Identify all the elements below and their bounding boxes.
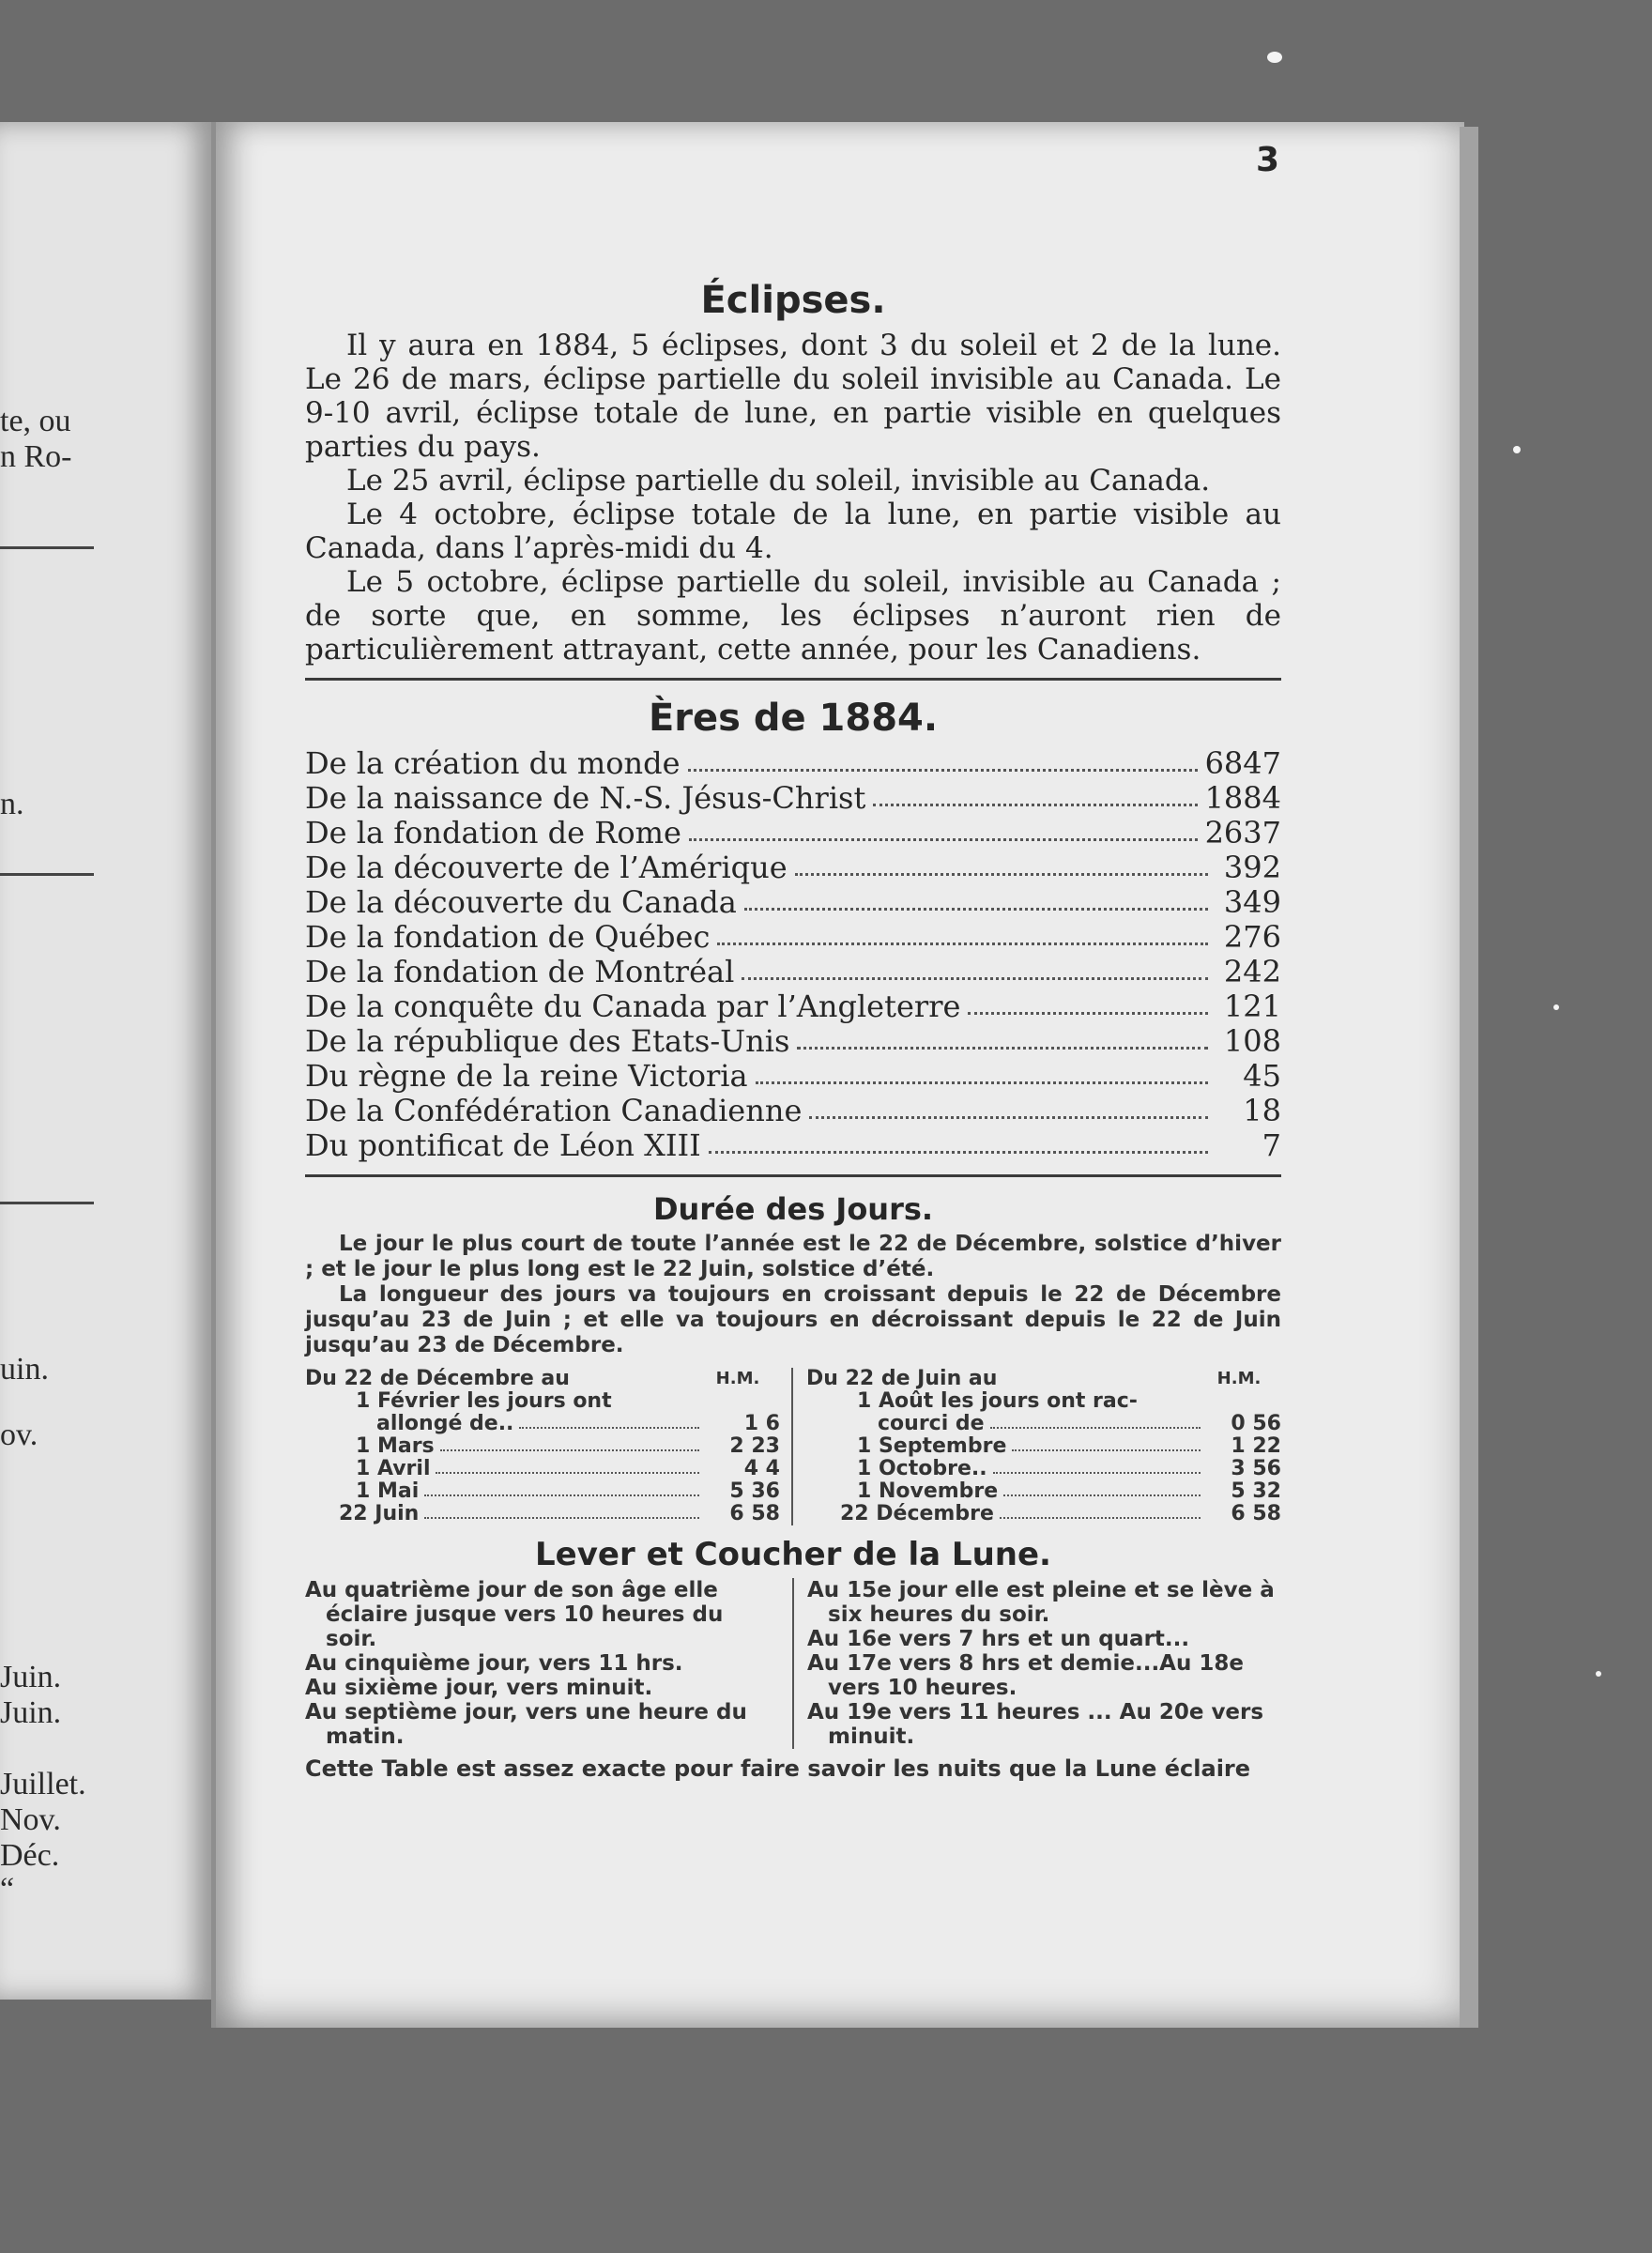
- eres-table: [305, 746, 1281, 1163]
- eres-row: [305, 920, 1281, 955]
- dot-leader: [1000, 1503, 1201, 1519]
- left-fragment: n Ro-: [0, 439, 72, 474]
- eres-row: [305, 989, 1281, 1024]
- duree-row: [305, 1413, 780, 1435]
- dot-leader: [742, 955, 1208, 980]
- dot-leader: [809, 1094, 1208, 1119]
- eres-label: De la fondation de Montréal: [305, 954, 735, 989]
- duree-row: [305, 1435, 780, 1458]
- duree-value: 2 23: [729, 1434, 780, 1458]
- lune-entry: Au cinquième jour, vers 11 hrs.: [305, 1651, 683, 1676]
- left-fragment: Nov.: [0, 1802, 61, 1837]
- eres-value: 45: [1243, 1058, 1281, 1094]
- dot-leader: [436, 1458, 699, 1474]
- duree-label: 1 Octobre..: [857, 1457, 987, 1480]
- column-note: 1 Août les jours ont rac-: [857, 1389, 1138, 1413]
- left-rule: [0, 1202, 94, 1204]
- eclipses-paragraph: Il y aura en 1884, 5 éclipses, dont 3 du soleil et 2 de la lune. Le 26 de mars, éclipse partielle du soleil invisible au Canada. Le 9-10 avril, éclipse totale de lune, en partie visible en quelques parties du pays.: [305, 329, 1281, 464]
- duree-value: 5 32: [1231, 1479, 1281, 1503]
- duree-row: [806, 1435, 1281, 1458]
- duree-row: [806, 1458, 1281, 1480]
- duree-label: allongé de..: [376, 1412, 514, 1435]
- eres-value: 6847: [1204, 745, 1281, 781]
- eres-row: [305, 955, 1281, 989]
- duree-value: 0 56: [1231, 1412, 1281, 1435]
- duree-row: [305, 1503, 780, 1525]
- column-header: [806, 1368, 1281, 1390]
- lune-right-column: [794, 1578, 1281, 1749]
- duree-label: 1 Mai: [356, 1479, 420, 1503]
- eres-row: [305, 851, 1281, 885]
- duree-value: 3 56: [1231, 1457, 1281, 1480]
- eres-label: Du règne de la reine Victoria: [305, 1058, 748, 1094]
- column-heading: Du 22 de Juin au: [806, 1367, 998, 1390]
- left-fragment: n.: [0, 787, 24, 821]
- eres-value: 121: [1223, 989, 1281, 1024]
- duree-value: 6 58: [729, 1502, 780, 1525]
- eres-label: Du pontificat de Léon XIII: [305, 1127, 701, 1163]
- eres-title: Ères de 1884.: [648, 697, 939, 740]
- column-heading: Du 22 de Décembre au: [305, 1367, 570, 1390]
- eclipses-title: Éclipses.: [700, 279, 886, 322]
- duree-right-column: [793, 1368, 1281, 1525]
- eres-label: De la découverte de l’Amérique: [305, 850, 788, 885]
- left-fragment: Juillet.: [0, 1767, 86, 1801]
- eres-row: [305, 781, 1281, 816]
- dot-leader: [689, 816, 1198, 841]
- left-rule: [0, 873, 94, 876]
- duree-value: 4 4: [743, 1457, 780, 1480]
- duree-label: 1 Mars: [356, 1434, 435, 1458]
- dot-leader: [440, 1435, 699, 1451]
- eclipses-paragraph: Le 5 octobre, éclipse partielle du soleil, invisible au Canada ; de sorte que, en somme, les éclipses n’auront rien de particulièrement attrayant, cette année, pour les Canadiens.: [305, 565, 1281, 667]
- duree-label: 1 Septembre: [857, 1434, 1007, 1458]
- eres-row: [305, 885, 1281, 920]
- column-note: 1 Février les jours ont: [356, 1389, 612, 1413]
- eres-value: 7: [1262, 1127, 1281, 1163]
- duree-table: [305, 1368, 1281, 1525]
- dot-leader: [1003, 1480, 1201, 1496]
- hm-label: H.M.: [715, 1369, 760, 1388]
- eres-label: De la Confédération Canadienne: [305, 1093, 803, 1128]
- duree-row: [806, 1480, 1281, 1503]
- dot-leader: [797, 1024, 1208, 1050]
- lune-table: [305, 1578, 1281, 1749]
- section-divider: [305, 678, 1281, 681]
- dot-leader: [709, 1128, 1208, 1154]
- dot-leader: [795, 851, 1208, 876]
- eres-label: De la naissance de N.-S. Jésus-Christ: [305, 780, 866, 816]
- eres-label: De la conquête du Canada par l’Angleterre: [305, 989, 961, 1024]
- eres-label: De la découverte du Canada: [305, 884, 737, 920]
- dust-speck: [1513, 446, 1521, 453]
- duree-row: [806, 1503, 1281, 1525]
- lune-entry: Au 15e jour elle est pleine et se lève à six heures du soir.: [807, 1578, 1275, 1627]
- dot-leader: [873, 781, 1197, 806]
- dot-leader: [968, 989, 1208, 1015]
- eclipses-paragraph: Le 25 avril, éclipse partielle du soleil, invisible au Canada.: [346, 464, 1211, 498]
- left-page: [0, 122, 211, 2000]
- eres-value: 392: [1223, 850, 1281, 885]
- dot-leader: [744, 885, 1208, 911]
- lune-entry: Au 16e vers 7 hrs et un quart...: [807, 1627, 1190, 1651]
- left-rule: [0, 546, 94, 549]
- lune-title: Lever et Coucher de la Lune.: [535, 1536, 1051, 1573]
- duree-paragraph: Le jour le plus court de toute l’année est le 22 de Décembre, solstice d’hiver ; et le jour le plus long est le 22 Juin, solstice d’été.: [305, 1232, 1281, 1281]
- eres-value: 276: [1223, 919, 1281, 955]
- duree-title: Durée des Jours.: [652, 1191, 934, 1227]
- eclipses-paragraph: Le 4 octobre, éclipse totale de la lune, en partie visible au Canada, dans l’après-midi du 4.: [305, 498, 1281, 565]
- duree-value: 1 22: [1231, 1434, 1281, 1458]
- eres-value: 1884: [1204, 780, 1281, 816]
- eres-label: De la république des Etats-Unis: [305, 1023, 790, 1059]
- eres-row: [305, 1059, 1281, 1094]
- lune-entry: Au 17e vers 8 hrs et demie...Au 18e vers 10 heures.: [807, 1651, 1244, 1700]
- lune-entry: Au septième jour, vers une heure du matin.: [305, 1700, 747, 1749]
- eres-row: [305, 1024, 1281, 1059]
- eres-row: [305, 1094, 1281, 1128]
- page-edge: [1460, 127, 1478, 2028]
- lune-entry: Au 19e vers 11 heures ... Au 20e vers minuit.: [807, 1700, 1264, 1749]
- lune-left-column: [305, 1578, 794, 1749]
- duree-label: 22 Décembre: [840, 1502, 994, 1525]
- duree-value: 6 58: [1231, 1502, 1281, 1525]
- eres-value: 108: [1223, 1023, 1281, 1059]
- eres-value: 242: [1223, 954, 1281, 989]
- lune-footer: Cette Table est assez exacte pour faire savoir les nuits que la Lune éclaire: [305, 1755, 1251, 1782]
- eres-label: De la fondation de Rome: [305, 815, 681, 851]
- dust-speck: [1596, 1671, 1601, 1677]
- left-fragment: Déc.: [0, 1838, 60, 1873]
- eres-value: 349: [1223, 884, 1281, 920]
- left-fragment: Juin.: [0, 1695, 62, 1730]
- duree-left-column: [305, 1368, 793, 1525]
- duree-label: courci de: [878, 1412, 985, 1435]
- page-content: [305, 272, 1281, 1783]
- dot-leader: [993, 1458, 1201, 1474]
- dot-leader: [756, 1059, 1208, 1084]
- eres-label: De la création du monde: [305, 745, 681, 781]
- lune-entry: Au sixième jour, vers minuit.: [305, 1676, 653, 1700]
- column-header: [305, 1368, 780, 1390]
- left-fragment: “: [0, 1872, 15, 1907]
- left-fragment: ov.: [0, 1418, 38, 1452]
- duree-row: [305, 1458, 780, 1480]
- dot-leader: [688, 746, 1198, 772]
- dot-leader: [717, 920, 1208, 945]
- left-fragment: te, ou: [0, 404, 71, 438]
- duree-value: 5 36: [729, 1479, 780, 1503]
- dust-speck: [1553, 1004, 1559, 1010]
- eres-value: 18: [1243, 1093, 1281, 1128]
- hm-label: H.M.: [1216, 1369, 1262, 1388]
- duree-row: [305, 1480, 780, 1503]
- page-number: 3: [1256, 141, 1280, 179]
- left-fragment: Juin.: [0, 1660, 62, 1694]
- dot-leader: [1012, 1435, 1201, 1451]
- eres-row: [305, 816, 1281, 851]
- dust-speck: [1267, 52, 1282, 63]
- dot-leader: [519, 1413, 699, 1429]
- dot-leader: [990, 1413, 1201, 1429]
- eres-value: 2637: [1204, 815, 1281, 851]
- dot-leader: [424, 1503, 699, 1519]
- lune-entry: Au quatrième jour de son âge elle éclaire jusque vers 10 heures du soir.: [305, 1578, 724, 1651]
- duree-row: [806, 1413, 1281, 1435]
- duree-paragraph: La longueur des jours va toujours en croissant depuis le 22 de Décembre jusqu’au 23 de Juin ; et elle va toujours en décroissant depuis le 22 de Juin jusqu’au 23 de Décembre.: [305, 1282, 1281, 1357]
- duree-value: 1 6: [743, 1412, 780, 1435]
- left-fragment: uin.: [0, 1352, 49, 1387]
- eres-row: [305, 1128, 1281, 1163]
- eres-row: [305, 746, 1281, 781]
- dot-leader: [424, 1480, 699, 1496]
- section-divider: [305, 1174, 1281, 1177]
- eres-label: De la fondation de Québec: [305, 919, 711, 955]
- duree-label: 1 Novembre: [857, 1479, 999, 1503]
- duree-label: 22 Juin: [339, 1502, 420, 1525]
- duree-label: 1 Avril: [356, 1457, 431, 1480]
